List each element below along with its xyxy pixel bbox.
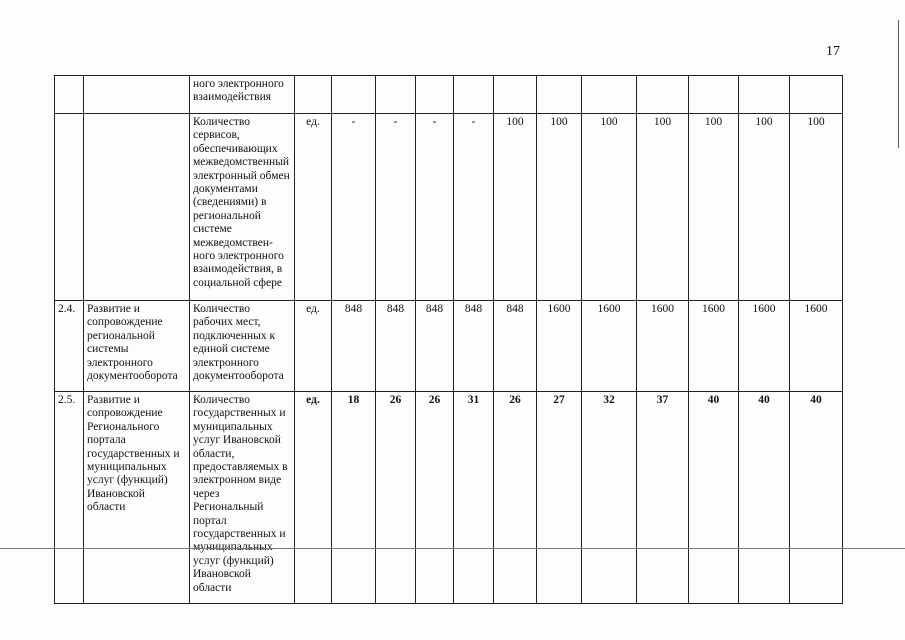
value-cell: 40 [689, 392, 739, 604]
value-cell: 37 [637, 392, 689, 604]
value-cell [376, 76, 416, 114]
value-cell [454, 76, 494, 114]
value-cell: 18 [332, 392, 376, 604]
value-cell [416, 76, 454, 114]
activity-cell: Развитие и сопровождение Регионального портала государственных и муниципальных услуг (функций) Ивановской области [84, 392, 190, 604]
value-cell: 1600 [739, 301, 790, 392]
value-cell: 848 [416, 301, 454, 392]
value-cell: - [332, 114, 376, 301]
activity-cell [84, 76, 190, 114]
unit-cell: ед. [295, 114, 332, 301]
value-cell: 1600 [637, 301, 689, 392]
value-cell: 100 [790, 114, 843, 301]
value-cell: 1600 [689, 301, 739, 392]
indicators-table [54, 75, 843, 604]
table-row [55, 301, 843, 392]
value-cell [689, 76, 739, 114]
value-cell: 40 [739, 392, 790, 604]
row-number [55, 76, 84, 114]
activity-cell: Развитие и сопровождение региональной системы электронного документооборота [84, 301, 190, 392]
value-cell: 32 [582, 392, 637, 604]
value-cell: 27 [537, 392, 582, 604]
value-cell: 848 [494, 301, 537, 392]
value-cell: 100 [689, 114, 739, 301]
value-cell: 31 [454, 392, 494, 604]
value-cell [739, 76, 790, 114]
value-cell [537, 76, 582, 114]
value-cell: 100 [582, 114, 637, 301]
value-cell: 100 [739, 114, 790, 301]
value-cell [332, 76, 376, 114]
unit-cell: ед. [295, 392, 332, 604]
value-cell: - [376, 114, 416, 301]
indicator-cell: ного электронного взаимодействия [190, 76, 295, 114]
value-cell: - [416, 114, 454, 301]
value-cell: 848 [376, 301, 416, 392]
value-cell: 1600 [537, 301, 582, 392]
value-cell [494, 76, 537, 114]
scan-artifact-line [0, 548, 905, 549]
row-number: 2.5. [55, 392, 84, 604]
row-number [55, 114, 84, 301]
value-cell: 26 [416, 392, 454, 604]
unit-cell [295, 76, 332, 114]
unit-cell: ед. [295, 301, 332, 392]
table-row [55, 392, 843, 604]
indicator-cell: Количество сервисов, обеспечивающих межведомственный электронный обмен документами (сведениями) в региональной системе межведомствен-ного электронного взаимодействия, в социальной сфере [190, 114, 295, 301]
value-cell: 848 [454, 301, 494, 392]
value-cell: 100 [537, 114, 582, 301]
activity-cell [84, 114, 190, 301]
indicator-cell: Количество государственных и муниципальных услуг Ивановской области, предоставляемых в электронном виде через Региональный портал государственных и услуг (функций) Ивановской области [190, 392, 295, 604]
value-cell: 26 [376, 392, 416, 604]
page-number: 17 [826, 44, 840, 59]
value-cell: 100 [494, 114, 537, 301]
value-cell [637, 76, 689, 114]
value-cell: 1600 [582, 301, 637, 392]
indicator-cell: Количество рабочих мест, подключенных к единой системе электронного документооборота [190, 301, 295, 392]
table-row [55, 114, 843, 301]
value-cell [790, 76, 843, 114]
scan-edge-rule [898, 20, 899, 148]
value-cell [582, 76, 637, 114]
value-cell: 1600 [790, 301, 843, 392]
value-cell: 100 [637, 114, 689, 301]
value-cell: 848 [332, 301, 376, 392]
value-cell: 26 [494, 392, 537, 604]
row-number: 2.4. [55, 301, 84, 392]
value-cell: - [454, 114, 494, 301]
table-row [55, 76, 843, 114]
value-cell: 40 [790, 392, 843, 604]
